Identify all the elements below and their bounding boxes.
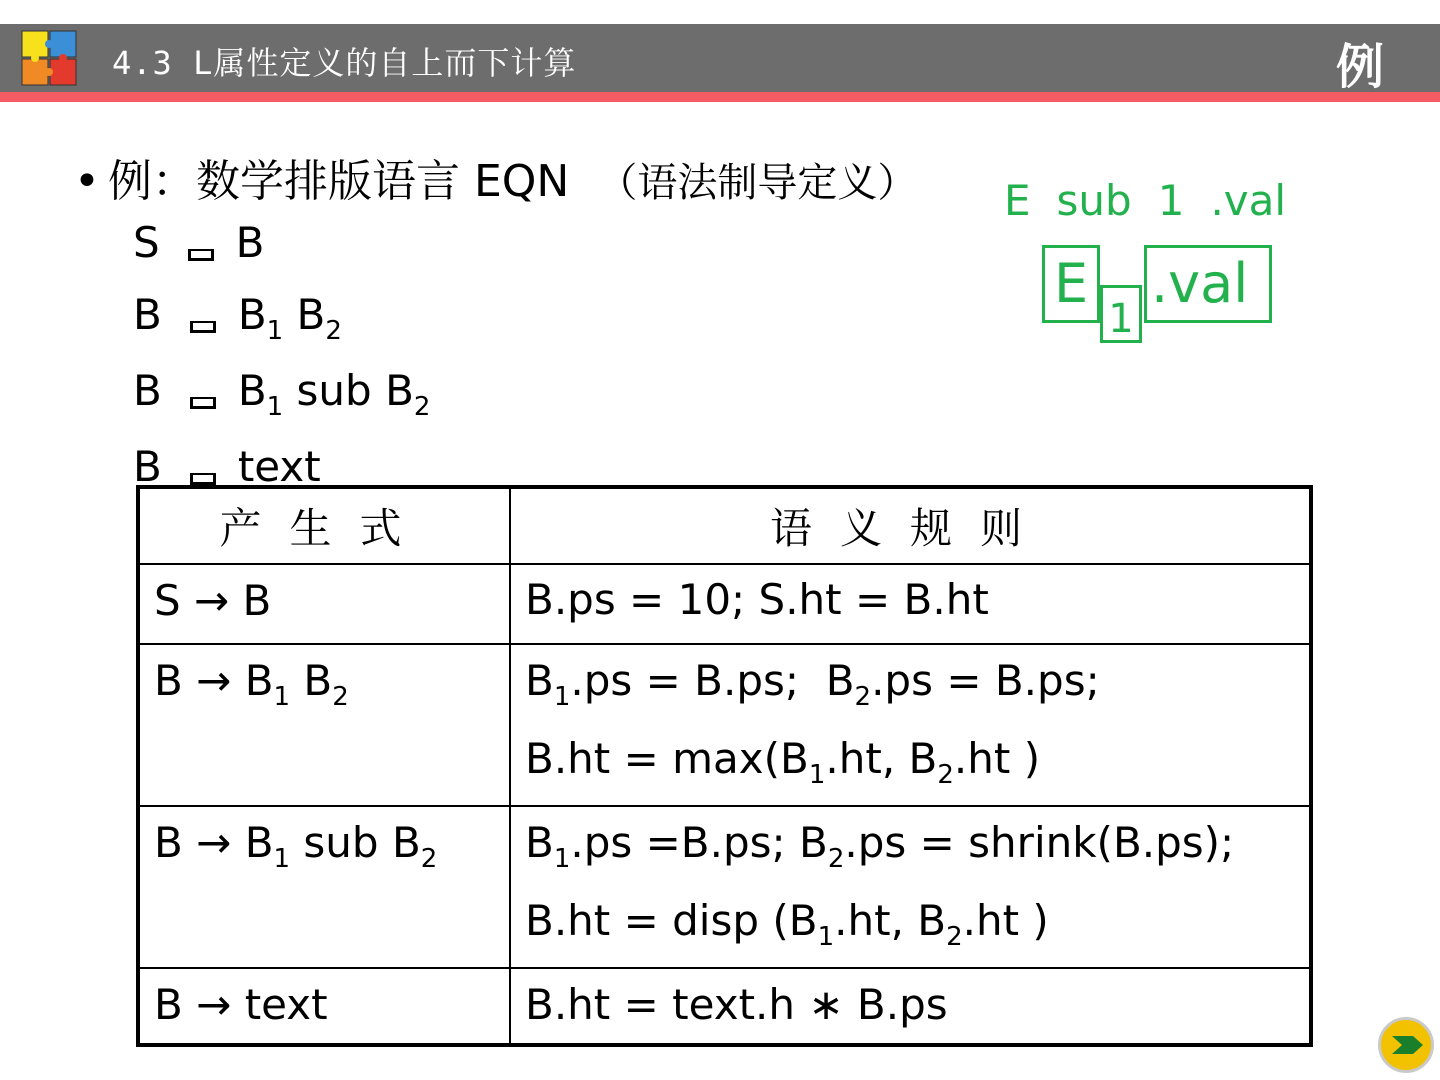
puzzle-logo-icon [20, 29, 78, 87]
grammar-production-1: S B [133, 218, 265, 267]
production-cell: S → B [138, 564, 510, 644]
slide-title: 4.3 L属性定义的自上而下计算 [112, 44, 577, 82]
grammar-production-4: B text [133, 442, 321, 491]
table-header-row [138, 487, 1311, 564]
table-row [138, 564, 1311, 644]
bullet-dot-icon: • [74, 156, 100, 207]
production-cell: $B \to B_1$ $B_2$ [138, 644, 510, 806]
bullet-suffix: （语法制导定义） [597, 160, 918, 206]
production-cell: $B \to B_1$ sub $B_2$ [138, 806, 510, 968]
grammar-production-2: B $B_1$ $B_2$ [133, 290, 342, 346]
bullet-text: 例：数学排版语言 EQN [108, 156, 570, 207]
eqn-box-val: .val [1144, 245, 1272, 323]
eqn-box-e: E [1042, 245, 1100, 323]
bullet-point [74, 145, 917, 209]
grammar-production-3: B $B_1$ sub $B_2$ [133, 366, 431, 422]
rule-cell: B.ht = text.h ∗ B.ps [510, 968, 1311, 1045]
table-row [138, 644, 1311, 806]
header-semantic-rules: 语义规则 [510, 487, 1311, 564]
production-cell: B → text [138, 968, 510, 1045]
next-slide-button[interactable] [1378, 1017, 1434, 1073]
eqn-example-source: E sub 1 .val [1004, 176, 1287, 225]
semantic-rules-table [136, 485, 1313, 1047]
next-arrow-icon [1389, 1030, 1425, 1060]
table-row [138, 968, 1311, 1045]
rule-cell: $B_1.ps =B.ps$; $B_2.ps$ = shrink(B.ps); B.ht = disp ($B_1.ht$, $B_2.ht$ ) [510, 806, 1311, 968]
table-row [138, 806, 1311, 968]
arrow-glyph-icon [190, 473, 216, 485]
arrow-glyph-icon [190, 321, 216, 333]
arrow-glyph-icon [188, 249, 214, 261]
arrow-glyph-icon [190, 397, 216, 409]
example-label: 例 [1335, 39, 1384, 95]
rule-cell: $B_1.ps = B.ps$; $B_2.ps = B.ps$; $B.ht = \max(B_1.ht$, $B_2.ht$ ) [510, 644, 1311, 806]
rule-cell: B.ps = 10; S.ht = B.ht [510, 564, 1311, 644]
eqn-box-subscript: 1 [1100, 285, 1142, 343]
header-production: 产生式 [138, 487, 510, 564]
header-accent-line [0, 92, 1440, 102]
